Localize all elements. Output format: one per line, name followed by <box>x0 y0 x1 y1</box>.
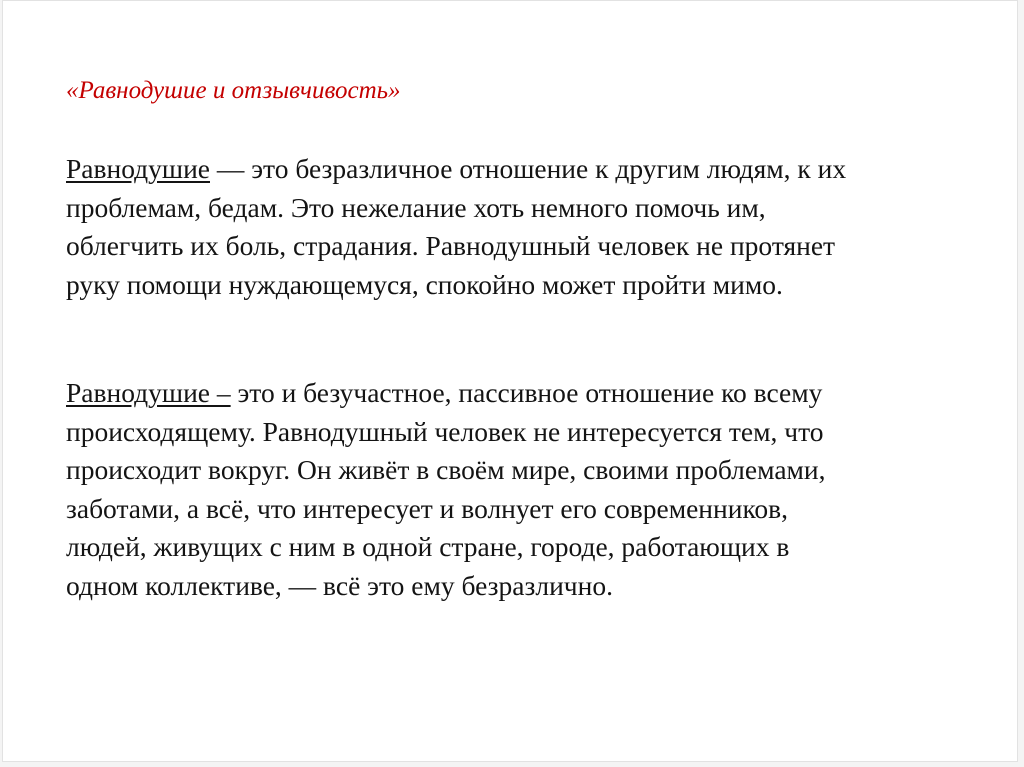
paragraph-2-line-1 <box>66 374 826 413</box>
paragraph-2-line-4: заботами, а всё, что интересует и волнует его современников, <box>66 492 789 524</box>
paragraph-2-line-2: происходящему. Равнодушный человек не интересуется тем, что <box>66 415 824 447</box>
paragraph-2-line-6: одном коллективе, — всё это ему безразлично. <box>66 569 613 601</box>
paragraph-2-line-1-text: это и безучастное, пассивное отношение ко всему <box>230 377 823 408</box>
slide <box>2 0 1018 762</box>
paragraph-2-line-3: происходит вокруг. Он живёт в своём мире, своими проблемами, <box>66 454 826 485</box>
paragraph-1-line-3: облегчить их боль, страдания. Равнодушный человек не протянет <box>66 230 836 261</box>
paragraph-1 <box>66 150 846 304</box>
paragraph-1-line-1 <box>66 150 846 189</box>
paragraph-1-line-2: проблемам, бедам. Это нежелание хоть немного помочь им, <box>66 191 766 223</box>
paragraph-1-line-4: руку помощи нуждающемуся, спокойно может пройти мимо. <box>66 268 783 300</box>
paragraph-1-line-1-text: — это безразличное отношение к другим людям, к их <box>210 153 847 184</box>
paragraph-2 <box>66 374 826 605</box>
slide-title: «Равнодушие и отзывчивость» <box>66 77 401 104</box>
term-underlined: Равнодушие – <box>66 377 231 408</box>
term-underlined: Равнодушие <box>66 153 210 184</box>
paragraph-2-line-5: людей, живущих с ним в одной стране, городе, работающих в <box>66 531 790 562</box>
